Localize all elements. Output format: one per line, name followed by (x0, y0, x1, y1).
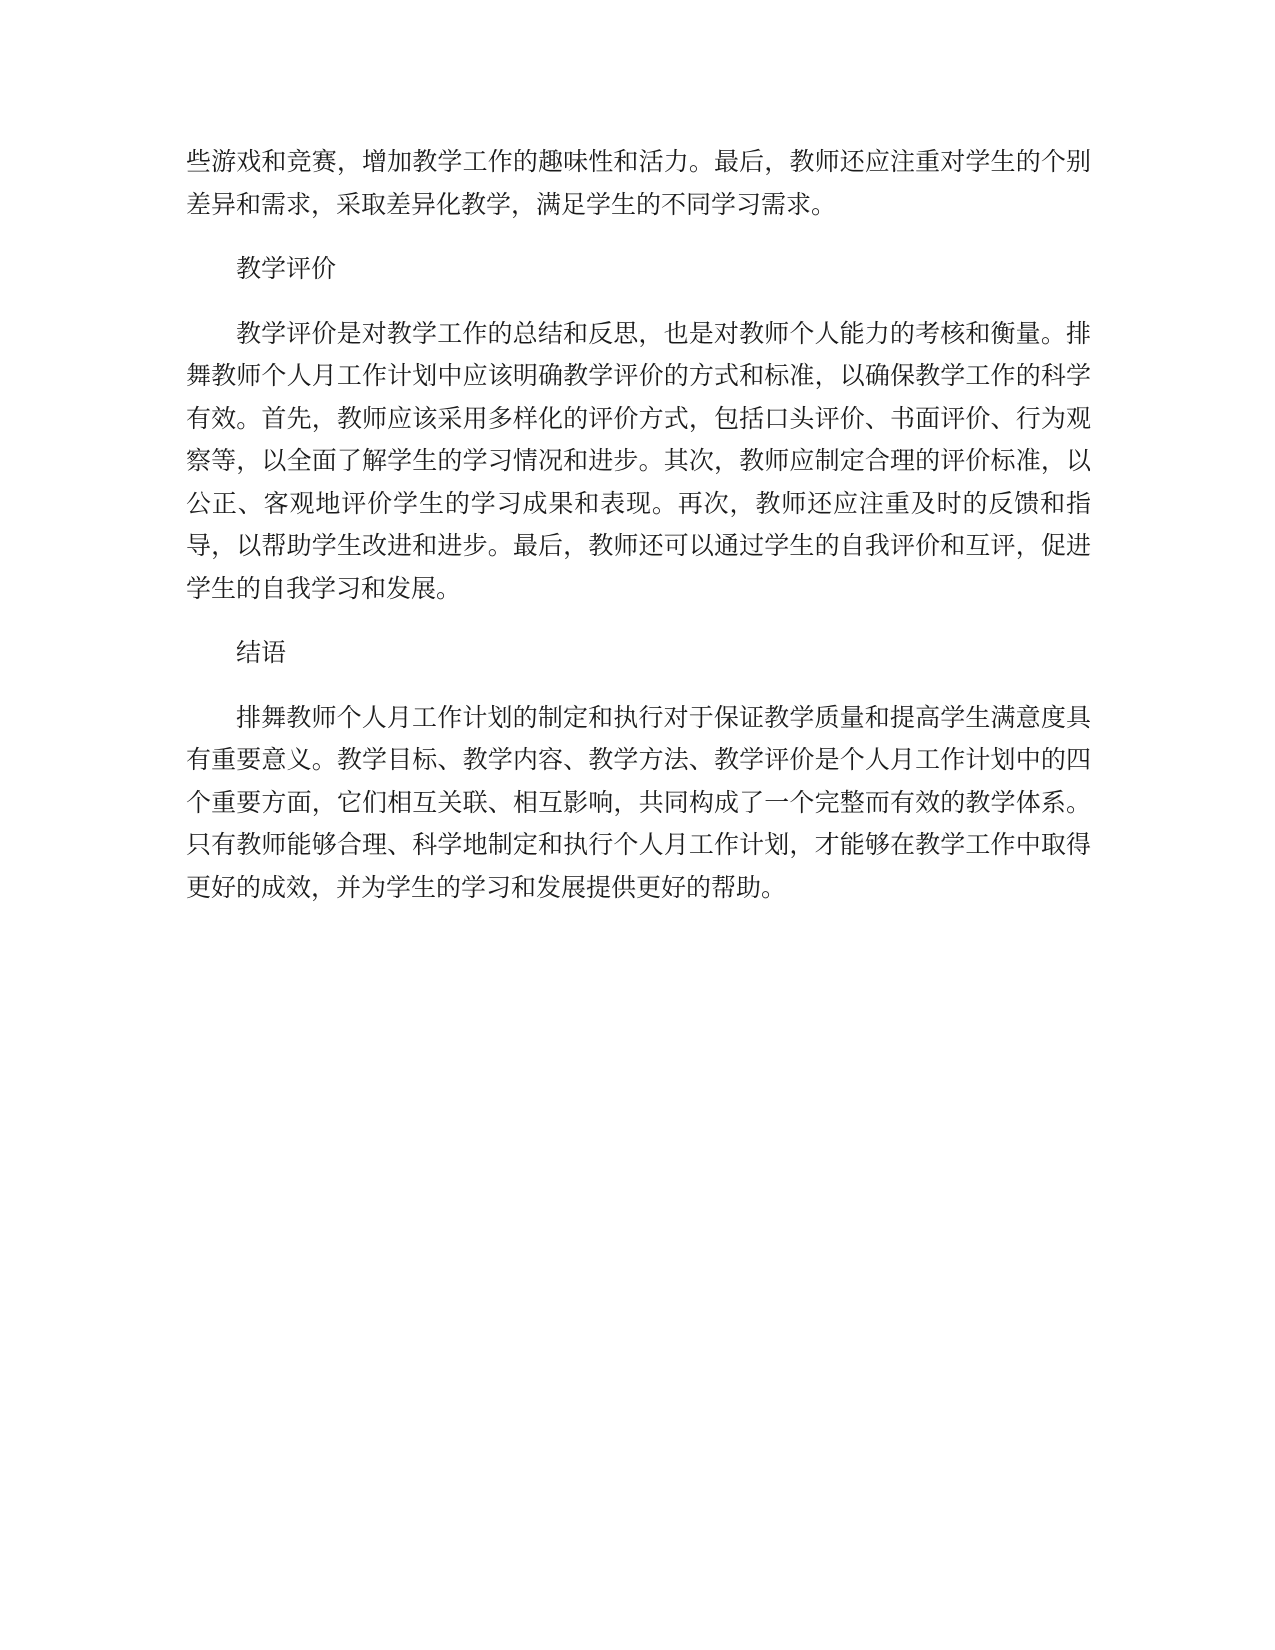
document-body (186, 141, 1091, 909)
section-heading-conclusion: 结语 (236, 638, 287, 667)
evaluation-paragraph: 教学评价是对教学工作的总结和反思，也是对教师个人能力的考核和衡量。排舞教师个人月工作计划中应该明确教学评价的方式和标准，以确保教学工作的科学有效。首先，教师应该采用多样化的评价方式，包括口头评价、书面评价、行为观察等，以全面了解学生的学习情况和进步。其次，教师应制定合理的评价标准，以公正、客观地评价学生的学习成果和表现。再次，教师还应注重及时的反馈和指导，以帮助学生改进和进步。最后，教师还可以通过学生的自我评价和互评，促进学生的自我学习和发展。 (186, 318, 1091, 603)
section-heading-evaluation: 教学评价 (236, 254, 337, 283)
conclusion-paragraph: 排舞教师个人月工作计划的制定和执行对于保证教学质量和提高学生满意度具有重要意义。教学目标、教学内容、教学方法、教学评价是个人月工作计划中的四个重要方面，它们相互关联、相互影响，共同构成了一个完整而有效的教学体系。只有教师能够合理、科学地制定和执行个人月工作计划，才能够在教学工作中取得更好的成效，并为学生的学习和发展提供更好的帮助。 (186, 702, 1091, 902)
continuation-paragraph: 些游戏和竞赛，增加教学工作的趣味性和活力。最后，教师还应注重对学生的个别差异和需求，采取差异化教学，满足学生的不同学习需求。 (186, 147, 1091, 219)
